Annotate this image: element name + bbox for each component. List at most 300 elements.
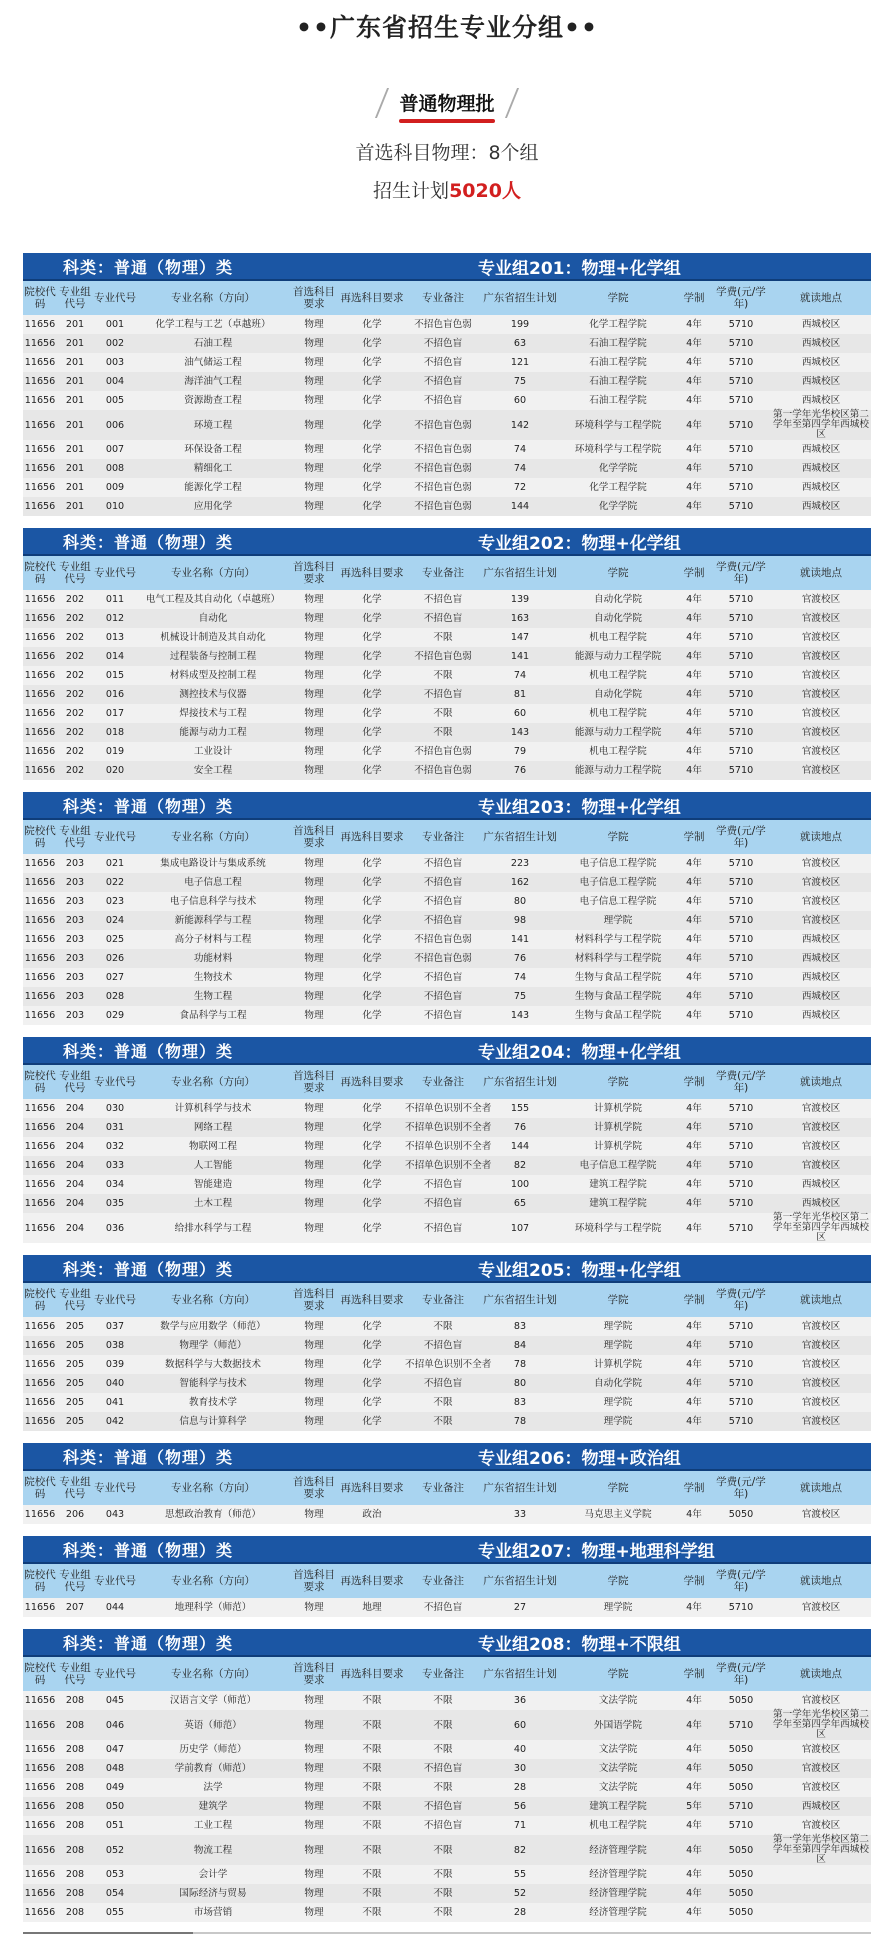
- cell-major-code: 013: [105, 632, 125, 643]
- cell-major-code: 053: [105, 1869, 125, 1880]
- cell-major-note: 不招色盲: [423, 1820, 463, 1831]
- group-name: 专业组204：物理+化学组: [478, 1042, 681, 1063]
- cell-first-subject: 物理: [304, 991, 324, 1002]
- column-header-plan: 广东省招生计划: [481, 1564, 559, 1598]
- column-header-second-subject: 再选科目要求: [339, 281, 405, 315]
- column-header-plan: 广东省招生计划: [481, 820, 559, 854]
- cell-group-code: 205: [65, 1340, 85, 1351]
- column-header-second-subject: 再选科目要求: [339, 556, 405, 590]
- cell-college: 化学学院: [598, 463, 638, 474]
- column-header-campus: 就读地点: [771, 820, 871, 854]
- table-row: [23, 1778, 871, 1797]
- cell-duration: 4年: [686, 1869, 702, 1880]
- cell-campus: 西城校区: [801, 481, 841, 493]
- cell-tuition: 5710: [728, 419, 754, 431]
- cell-college: 电子信息工程学院: [579, 858, 657, 869]
- cell-second-subject: 化学: [362, 482, 382, 493]
- cell-group-code: 205: [65, 1321, 85, 1332]
- cell-college: 石油工程学院: [589, 395, 647, 406]
- table-row: [23, 949, 871, 968]
- cell-tuition: 5050: [728, 1782, 754, 1793]
- column-header-major-code: 专业代号: [93, 281, 137, 315]
- cell-major-code: 024: [105, 915, 125, 926]
- cell-major-note: 不招色盲: [423, 338, 463, 349]
- cell-first-subject: 物理: [304, 1763, 324, 1774]
- cell-school-code: 11656: [24, 953, 56, 964]
- cell-major-note: 不招色盲色弱: [414, 746, 472, 757]
- cell-first-subject: 物理: [304, 1602, 324, 1613]
- cell-school-code: 11656: [24, 1744, 56, 1755]
- cell-first-subject: 物理: [304, 896, 324, 907]
- column-header-college: 学院: [559, 820, 677, 854]
- cell-duration: 4年: [686, 594, 702, 605]
- cell-second-subject: 不限: [362, 1763, 382, 1774]
- column-header-first-subject: 首选科目要求: [289, 1065, 339, 1099]
- cell-major-code: 005: [105, 395, 125, 406]
- cell-campus: 第一学年光华校区第二学年至第四学年西城校区: [773, 1212, 869, 1243]
- cell-group-code: 201: [65, 444, 85, 455]
- cell-group-code: 205: [65, 1397, 85, 1408]
- column-header-plan: 广东省招生计划: [481, 1657, 559, 1691]
- column-header-plan: 广东省招生计划: [481, 281, 559, 315]
- table-row: [23, 334, 871, 353]
- cell-campus: 官渡校区: [801, 612, 841, 624]
- cell-tuition: 5710: [728, 1010, 754, 1021]
- cell-major-code: 047: [105, 1744, 125, 1755]
- page-title: ••广东省招生专业分组••: [296, 13, 598, 42]
- cell-group-code: 201: [65, 501, 85, 512]
- cell-college: 文法学院: [598, 1695, 638, 1706]
- table-row: [23, 1355, 871, 1374]
- cell-college: 能源与动力工程学院: [574, 651, 662, 662]
- cell-second-subject: 不限: [362, 1782, 382, 1793]
- column-header-first-subject: 首选科目要求: [289, 556, 339, 590]
- cell-campus: 西城校区: [801, 318, 841, 330]
- table-header-row: [23, 1065, 871, 1099]
- cell-first-subject: 物理: [304, 746, 324, 757]
- cell-tuition: 5710: [728, 338, 754, 349]
- cell-major-code: 040: [105, 1378, 125, 1389]
- column-header-major-note: 专业备注: [405, 1283, 481, 1317]
- cell-campus: [771, 1884, 871, 1903]
- cell-duration: 4年: [686, 482, 702, 493]
- table-row: [23, 1740, 871, 1759]
- cell-college: 机电工程学院: [589, 632, 647, 643]
- cell-plan: 223: [510, 858, 530, 869]
- table-row: [23, 1006, 871, 1025]
- cell-second-subject: 化学: [362, 594, 382, 605]
- cell-school-code: 11656: [24, 357, 56, 368]
- cell-group-code: 208: [65, 1869, 85, 1880]
- group-header: [23, 792, 871, 820]
- cell-major-name: 数据科学与大数据技术: [165, 1359, 261, 1370]
- cell-duration: 4年: [686, 670, 702, 681]
- cell-second-subject: 化学: [362, 1122, 382, 1133]
- cell-second-subject: 不限: [362, 1719, 382, 1731]
- group-name: 专业组202：物理+化学组: [478, 533, 681, 554]
- cell-first-subject: 物理: [304, 1869, 324, 1880]
- cell-major-code: 052: [105, 1844, 125, 1856]
- cell-major-name: 计算机科学与技术: [174, 1103, 252, 1114]
- cell-college: 经济管理学院: [589, 1888, 647, 1899]
- cell-major-name: 思想政治教育（师范）: [165, 1509, 261, 1520]
- cell-college: 理学院: [603, 1397, 633, 1408]
- cell-first-subject: 物理: [304, 482, 324, 493]
- cell-plan: 100: [510, 1179, 530, 1190]
- cell-tuition: 5710: [728, 689, 754, 700]
- group-header: [23, 1255, 871, 1283]
- cell-second-subject: 不限: [362, 1907, 382, 1918]
- cell-campus: [771, 1903, 871, 1922]
- cell-major-name: 油气储运工程: [184, 357, 242, 368]
- cell-campus: 官渡校区: [801, 1358, 841, 1370]
- cell-group-code: 204: [65, 1103, 85, 1114]
- cell-school-code: 11656: [24, 1763, 56, 1774]
- cell-major-code: 030: [105, 1103, 125, 1114]
- cell-major-code: 033: [105, 1160, 125, 1171]
- cell-campus: 官渡校区: [801, 1762, 841, 1774]
- slash-right-icon: [504, 88, 518, 118]
- table-row: [23, 1884, 871, 1903]
- cell-major-name: 物联网工程: [189, 1141, 237, 1152]
- cell-first-subject: 物理: [304, 1141, 324, 1152]
- cell-tuition: 5050: [728, 1844, 754, 1856]
- cell-major-note: 不招色盲色弱: [414, 482, 472, 493]
- cell-school-code: 11656: [24, 896, 56, 907]
- cell-college: 石油工程学院: [589, 376, 647, 387]
- cell-campus: 西城校区: [801, 1009, 841, 1021]
- table-row: [23, 609, 871, 628]
- cell-major-code: 035: [105, 1198, 125, 1209]
- cell-duration: 4年: [686, 1695, 702, 1706]
- cell-second-subject: 化学: [362, 613, 382, 624]
- cell-tuition: 5710: [728, 1122, 754, 1133]
- group-name: 专业组208：物理+不限组: [478, 1634, 681, 1655]
- cell-major-name: 海洋油气工程: [184, 376, 242, 387]
- cell-tuition: 5710: [728, 376, 754, 387]
- cell-major-name: 资源勘查工程: [184, 395, 242, 406]
- cell-campus: 官渡校区: [801, 669, 841, 681]
- cell-first-subject: 物理: [304, 1416, 324, 1427]
- column-header-plan: 广东省招生计划: [481, 556, 559, 590]
- column-header-major-name: 专业名称（方向）: [137, 556, 289, 590]
- table-row: [23, 1118, 871, 1137]
- cell-school-code: 11656: [24, 1321, 56, 1332]
- cell-major-code: 042: [105, 1416, 125, 1427]
- cell-campus: 西城校区: [801, 933, 841, 945]
- cell-school-code: 11656: [24, 972, 56, 983]
- cell-tuition: 5050: [728, 1695, 754, 1706]
- cell-school-code: 11656: [24, 1222, 56, 1234]
- cell-first-subject: 物理: [304, 1888, 324, 1899]
- cell-group-code: 201: [65, 357, 85, 368]
- cell-school-code: 11656: [24, 632, 56, 643]
- group-category: 科类：普通（物理）类: [63, 796, 234, 816]
- cell-first-subject: 物理: [304, 765, 324, 776]
- cell-second-subject: 化学: [362, 1103, 382, 1114]
- cell-group-code: 202: [65, 746, 85, 757]
- cell-plan: 163: [510, 613, 530, 624]
- group-category: 科类：普通（物理）类: [63, 1540, 234, 1560]
- cell-school-code: 11656: [24, 1602, 56, 1613]
- cell-major-note: 不限: [433, 708, 453, 719]
- cell-campus: 西城校区: [801, 990, 841, 1002]
- cell-duration: 4年: [686, 357, 702, 368]
- table-row: [23, 854, 871, 873]
- table-row: [23, 1598, 871, 1617]
- cell-major-code: 031: [105, 1122, 125, 1133]
- column-header-college: 学院: [559, 1471, 677, 1505]
- cell-first-subject: 物理: [304, 708, 324, 719]
- table-row: [23, 459, 871, 478]
- cell-plan: 74: [513, 972, 527, 983]
- cell-campus: 官渡校区: [801, 1694, 841, 1706]
- cell-major-name: 法学: [203, 1782, 223, 1793]
- column-header-school-code: 院校代码: [23, 1471, 57, 1505]
- cell-college: 生物与食品工程学院: [574, 1010, 662, 1021]
- cell-duration: 4年: [686, 896, 702, 907]
- cell-major-note: 不招色盲色弱: [414, 765, 472, 776]
- cell-duration: 4年: [686, 915, 702, 926]
- table-row: [23, 1710, 871, 1740]
- cell-major-name: 电子信息工程: [184, 877, 242, 888]
- cell-tuition: 5710: [728, 1359, 754, 1370]
- column-header-tuition: 学费(元/学年): [711, 1657, 771, 1691]
- cell-college: 生物与食品工程学院: [574, 991, 662, 1002]
- cell-first-subject: 物理: [304, 1222, 324, 1234]
- column-header-school-code: 院校代码: [23, 1657, 57, 1691]
- cell-school-code: 11656: [24, 1141, 56, 1152]
- cell-duration: 4年: [686, 1888, 702, 1899]
- cell-duration: 4年: [686, 953, 702, 964]
- cell-major-code: 041: [105, 1397, 125, 1408]
- cell-group-code: 202: [65, 594, 85, 605]
- cell-school-code: 11656: [24, 1340, 56, 1351]
- cell-first-subject: 物理: [304, 953, 324, 964]
- cell-major-note: 不限: [433, 1782, 453, 1793]
- cell-school-code: 11656: [24, 1378, 56, 1389]
- cell-major-code: 049: [105, 1782, 125, 1793]
- cell-tuition: 5710: [728, 1397, 754, 1408]
- table-row: [23, 1505, 871, 1524]
- column-header-major-note: 专业备注: [405, 820, 481, 854]
- column-header-tuition: 学费(元/学年): [711, 1065, 771, 1099]
- cell-college: 理学院: [603, 1321, 633, 1332]
- cell-plan: 82: [513, 1160, 527, 1171]
- cell-plan: 83: [513, 1321, 527, 1332]
- cell-second-subject: 化学: [362, 953, 382, 964]
- cell-duration: 4年: [686, 1820, 702, 1831]
- cell-tuition: 5710: [728, 1602, 754, 1613]
- cell-major-name: 物流工程: [193, 1844, 233, 1856]
- cell-major-code: 001: [105, 319, 125, 330]
- cell-duration: 4年: [686, 651, 702, 662]
- cell-major-note: 不招单色识别不全者: [405, 1103, 492, 1114]
- cell-duration: 4年: [686, 972, 702, 983]
- major-group: [23, 253, 871, 516]
- cell-tuition: 5710: [728, 651, 754, 662]
- cell-school-code: 11656: [24, 376, 56, 387]
- table-row: [23, 1835, 871, 1865]
- group-name: 专业组203：物理+化学组: [478, 797, 681, 818]
- cell-campus: 官渡校区: [801, 1819, 841, 1831]
- cell-plan: 141: [510, 651, 530, 662]
- major-group: [23, 1037, 871, 1243]
- cell-group-code: 203: [65, 1010, 85, 1021]
- table-row: [23, 1903, 871, 1922]
- cell-first-subject: 物理: [304, 1820, 324, 1831]
- column-header-school-code: 院校代码: [23, 1065, 57, 1099]
- cell-first-subject: 物理: [304, 463, 324, 474]
- cell-first-subject: 物理: [304, 1509, 324, 1520]
- group-category: 科类：普通（物理）类: [63, 1447, 234, 1467]
- cell-school-code: 11656: [24, 1782, 56, 1793]
- cell-college: 石油工程学院: [589, 338, 647, 349]
- column-header-tuition: 学费(元/学年): [711, 281, 771, 315]
- cell-major-code: 046: [105, 1719, 125, 1731]
- cell-major-note: 不限: [433, 1907, 453, 1918]
- cell-second-subject: 化学: [362, 972, 382, 983]
- table-row: [23, 497, 871, 516]
- column-header-major-note: 专业备注: [405, 1657, 481, 1691]
- cell-plan: 56: [513, 1801, 527, 1812]
- table-row: [23, 685, 871, 704]
- column-header-major-name: 专业名称（方向）: [137, 1283, 289, 1317]
- summary-subject: 首选科目物理：8个组: [355, 142, 539, 164]
- table-row: [23, 1393, 871, 1412]
- cell-first-subject: 物理: [304, 1719, 324, 1731]
- cell-major-note: 不招色盲: [423, 689, 463, 700]
- cell-group-code: 204: [65, 1141, 85, 1152]
- cell-major-note: 不限: [433, 1397, 453, 1408]
- cell-major-name: 生物技术: [193, 972, 233, 983]
- cell-second-subject: 化学: [362, 338, 382, 349]
- cell-major-name: 地理科学（师范）: [174, 1602, 252, 1613]
- cell-second-subject: 不限: [362, 1820, 382, 1831]
- column-header-tuition: 学费(元/学年): [711, 820, 771, 854]
- cell-first-subject: 物理: [304, 1198, 324, 1209]
- cell-plan: 76: [513, 765, 527, 776]
- cell-major-code: 039: [105, 1359, 125, 1370]
- cell-plan: 162: [510, 877, 530, 888]
- table-row: [23, 1816, 871, 1835]
- cell-second-subject: 化学: [362, 934, 382, 945]
- cell-duration: 4年: [686, 1179, 702, 1190]
- cell-first-subject: 物理: [304, 1122, 324, 1133]
- column-header-tuition: 学费(元/学年): [711, 556, 771, 590]
- column-header-campus: 就读地点: [771, 1471, 871, 1505]
- cell-school-code: 11656: [24, 708, 56, 719]
- cell-major-note: 不招色盲: [423, 1010, 463, 1021]
- cell-second-subject: 化学: [362, 1340, 382, 1351]
- cell-tuition: 5710: [728, 953, 754, 964]
- cell-duration: 4年: [686, 1321, 702, 1332]
- cell-major-code: 026: [105, 953, 125, 964]
- cell-duration: 4年: [686, 689, 702, 700]
- cell-college: 计算机学院: [594, 1103, 642, 1114]
- cell-first-subject: 物理: [304, 376, 324, 387]
- cell-college: 自动化学院: [594, 689, 642, 700]
- cell-campus: 官渡校区: [801, 914, 841, 926]
- group-table: [23, 1283, 871, 1431]
- cell-plan: 76: [513, 1122, 527, 1133]
- column-header-major-code: 专业代号: [93, 1283, 137, 1317]
- cell-campus: 官渡校区: [801, 1743, 841, 1755]
- cell-major-name: 生物工程: [193, 991, 233, 1002]
- cell-school-code: 11656: [24, 1179, 56, 1190]
- cell-major-name: 智能建造: [193, 1179, 233, 1190]
- cell-college: 建筑工程学院: [589, 1179, 647, 1190]
- cell-first-subject: 物理: [304, 934, 324, 945]
- cell-duration: 4年: [686, 1160, 702, 1171]
- cell-plan: 81: [513, 689, 527, 700]
- cell-major-name: 机械设计制造及其自动化: [160, 632, 266, 643]
- column-header-major-note: 专业备注: [405, 556, 481, 590]
- group-header: [23, 1443, 871, 1471]
- cell-college: 材料科学与工程学院: [574, 934, 662, 945]
- cell-major-note: 不限: [433, 1321, 453, 1332]
- table-row: [23, 372, 871, 391]
- cell-campus: 西城校区: [801, 394, 841, 406]
- cell-major-note: 不招色盲色弱: [414, 444, 472, 455]
- cell-major-note: 不限: [433, 1869, 453, 1880]
- cell-major-code: 002: [105, 338, 125, 349]
- cell-major-name: 环保设备工程: [184, 444, 242, 455]
- cell-plan: 40: [513, 1744, 527, 1755]
- cell-campus: 官渡校区: [801, 857, 841, 869]
- table-header-row: [23, 556, 871, 590]
- cell-group-code: 203: [65, 877, 85, 888]
- cell-major-name: 电气工程及其自动化（卓越班）: [145, 594, 281, 605]
- cell-duration: 4年: [686, 376, 702, 387]
- cell-plan: 75: [513, 991, 527, 1002]
- cell-group-code: 208: [65, 1907, 85, 1918]
- cell-campus: 第一学年光华校区第二学年至第四学年西城校区: [773, 409, 869, 440]
- batch-pill: [375, 84, 518, 124]
- table-row: [23, 1691, 871, 1710]
- table-row: [23, 1759, 871, 1778]
- column-header-group-code: 专业组代号: [57, 1564, 93, 1598]
- cell-second-subject: 不限: [362, 1869, 382, 1880]
- cell-major-name: 焊接技术与工程: [179, 708, 247, 719]
- cell-college: 机电工程学院: [589, 746, 647, 757]
- cell-major-name: 食品科学与工程: [179, 1010, 247, 1021]
- cell-duration: 4年: [686, 1416, 702, 1427]
- cell-tuition: 5710: [728, 1378, 754, 1389]
- cell-college: 材料科学与工程学院: [574, 953, 662, 964]
- cell-major-note: 不招色盲: [423, 1198, 463, 1209]
- cell-campus: 官渡校区: [801, 895, 841, 907]
- cell-tuition: 5710: [728, 501, 754, 512]
- cell-major-code: 051: [105, 1820, 125, 1831]
- cell-campus: 官渡校区: [801, 1339, 841, 1351]
- cell-group-code: 208: [65, 1782, 85, 1793]
- cell-second-subject: 化学: [362, 1010, 382, 1021]
- cell-major-note: 不限: [433, 670, 453, 681]
- cell-first-subject: 物理: [304, 1378, 324, 1389]
- cell-major-note: 不招色盲: [423, 395, 463, 406]
- column-header-plan: 广东省招生计划: [481, 1471, 559, 1505]
- table-row: [23, 968, 871, 987]
- column-header-major-name: 专业名称（方向）: [137, 1065, 289, 1099]
- cell-major-name: 测控技术与仪器: [179, 689, 247, 700]
- column-header-major-code: 专业代号: [93, 556, 137, 590]
- table-row: [23, 410, 871, 440]
- cell-first-subject: 物理: [304, 338, 324, 349]
- cell-group-code: 208: [65, 1820, 85, 1831]
- cell-major-note: 不招色盲: [423, 991, 463, 1002]
- column-header-group-code: 专业组代号: [57, 820, 93, 854]
